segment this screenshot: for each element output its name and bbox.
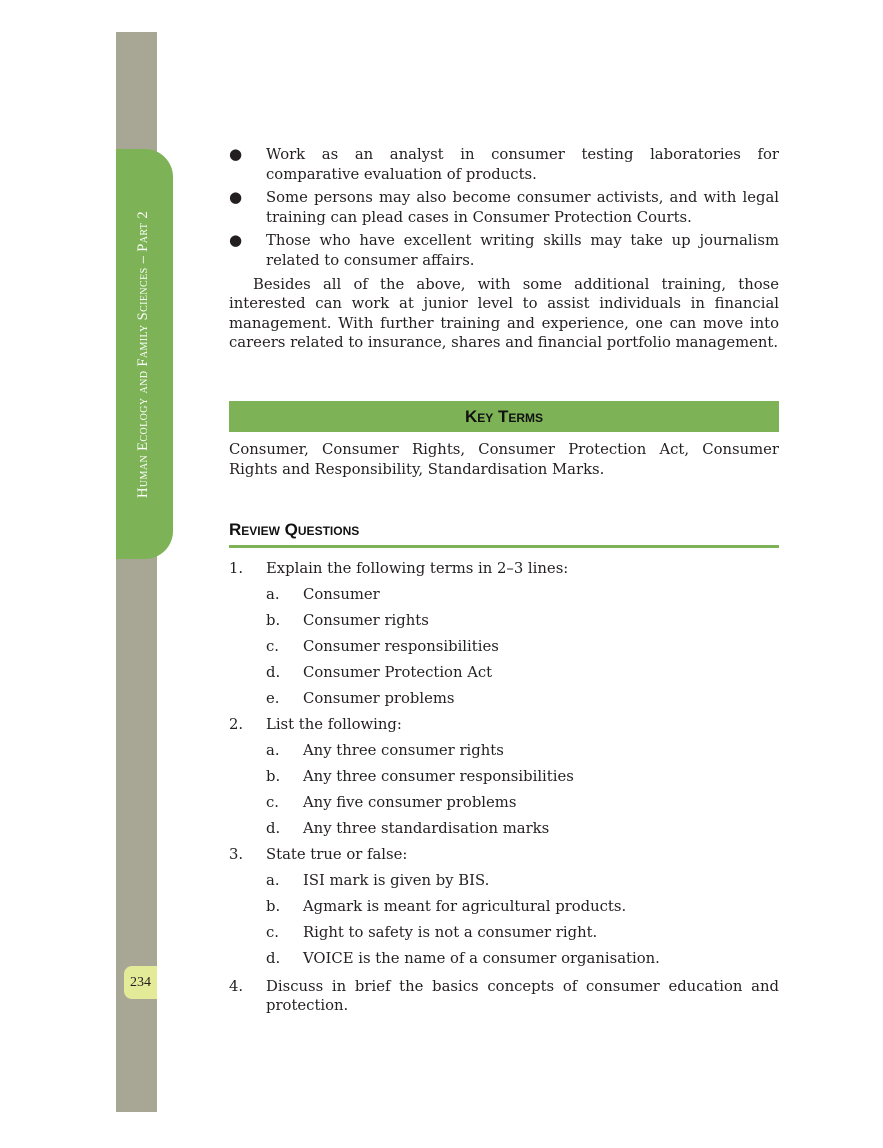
bullet-item — [229, 188, 779, 227]
sub-letter: d. — [266, 664, 281, 682]
bullet-icon: ● — [229, 145, 243, 163]
sub-text: Consumer — [303, 585, 380, 603]
sub-question — [266, 741, 779, 761]
question-number: 4. — [229, 977, 244, 995]
question-number: 2. — [229, 715, 244, 733]
sub-letter: e. — [266, 690, 280, 708]
bullet-item — [229, 231, 779, 270]
sub-text: VOICE is the name of a consumer organisation. — [303, 950, 660, 968]
sub-text: Any three consumer rights — [303, 741, 504, 759]
question-text: Discuss in brief the basics concepts of consumer education and protection. — [266, 977, 779, 1015]
sub-question — [266, 585, 779, 605]
question-text: List the following: — [266, 715, 402, 733]
question-item — [229, 845, 779, 969]
sub-question — [266, 949, 779, 969]
sub-text: Consumer problems — [303, 690, 455, 708]
sub-letter: b. — [266, 897, 281, 915]
sub-letter: c. — [266, 924, 279, 942]
bullet-text: Work as an analyst in consumer testing laboratories for comparative evaluation of products. — [266, 146, 779, 183]
sub-question — [266, 923, 779, 943]
bullet-text: Some persons may also become consumer activists, and with legal training can plead cases in Consumer Protection Courts. — [266, 189, 779, 226]
sub-question — [266, 897, 779, 917]
sub-letter: d. — [266, 950, 281, 968]
sub-text: Consumer rights — [303, 611, 429, 629]
sub-question — [266, 663, 779, 683]
sub-text: Consumer Protection Act — [303, 664, 493, 682]
sub-letter: b. — [266, 611, 281, 629]
sub-question — [266, 689, 779, 709]
sub-letter: b. — [266, 767, 281, 785]
sub-text: Consumer responsibilities — [303, 638, 499, 655]
running-title-text: Human Ecology and Family Sciences – Part 2 — [134, 210, 151, 498]
page-number: 234 — [124, 966, 157, 999]
question-item — [229, 977, 779, 1016]
bullet-icon: ● — [229, 188, 243, 207]
sub-text: Any three standardisation marks — [303, 820, 550, 838]
sub-question — [266, 637, 779, 657]
sub-text: Right to safety is not a consumer right. — [303, 924, 598, 942]
sub-question — [266, 819, 779, 839]
question-text: Explain the following terms in 2–3 lines: — [266, 559, 569, 577]
sub-letter: c. — [266, 794, 279, 812]
body-paragraph: Besides all of the above, with some additional training, those interested can work at junior level to assist individuals in financial management. With further training and experience, one can move into careers related to insurance, shares and financial portfolio management. — [229, 275, 779, 352]
sub-text: Any five consumer problems — [303, 794, 517, 812]
bullet-text: Those who have excellent writing skills may take up journalism related to consumer affairs. — [266, 232, 779, 269]
sub-letter: a. — [266, 585, 280, 603]
review-questions-heading: Review Questions — [229, 520, 779, 548]
key-terms-heading: Key Terms — [229, 401, 779, 432]
sub-text: Agmark is meant for agricultural products. — [303, 897, 627, 915]
sub-question — [266, 871, 779, 891]
sub-letter: a. — [266, 871, 280, 889]
sub-question — [266, 767, 779, 787]
key-terms-body: Consumer, Consumer Rights, Consumer Protection Act, Consumer Rights and Responsibility, Standardisation Marks. — [229, 440, 779, 478]
question-number: 1. — [229, 559, 244, 577]
sub-question — [266, 611, 779, 631]
bullet-icon: ● — [229, 231, 243, 250]
sub-letter: a. — [266, 741, 280, 759]
sub-text: Any three consumer responsibilities — [303, 767, 574, 785]
bullet-list — [229, 145, 779, 271]
question-item — [229, 715, 779, 839]
question-item — [229, 559, 779, 709]
question-text: State true or false: — [266, 845, 408, 863]
sub-letter: d. — [266, 820, 281, 838]
page-content — [229, 145, 779, 1022]
bullet-item — [229, 145, 779, 184]
sub-letter: c. — [266, 638, 279, 655]
review-questions-list — [229, 559, 779, 1016]
sub-text: ISI mark is given by BIS. — [303, 871, 490, 889]
question-number: 3. — [229, 845, 244, 863]
sub-question — [266, 793, 779, 813]
running-title — [118, 149, 168, 559]
